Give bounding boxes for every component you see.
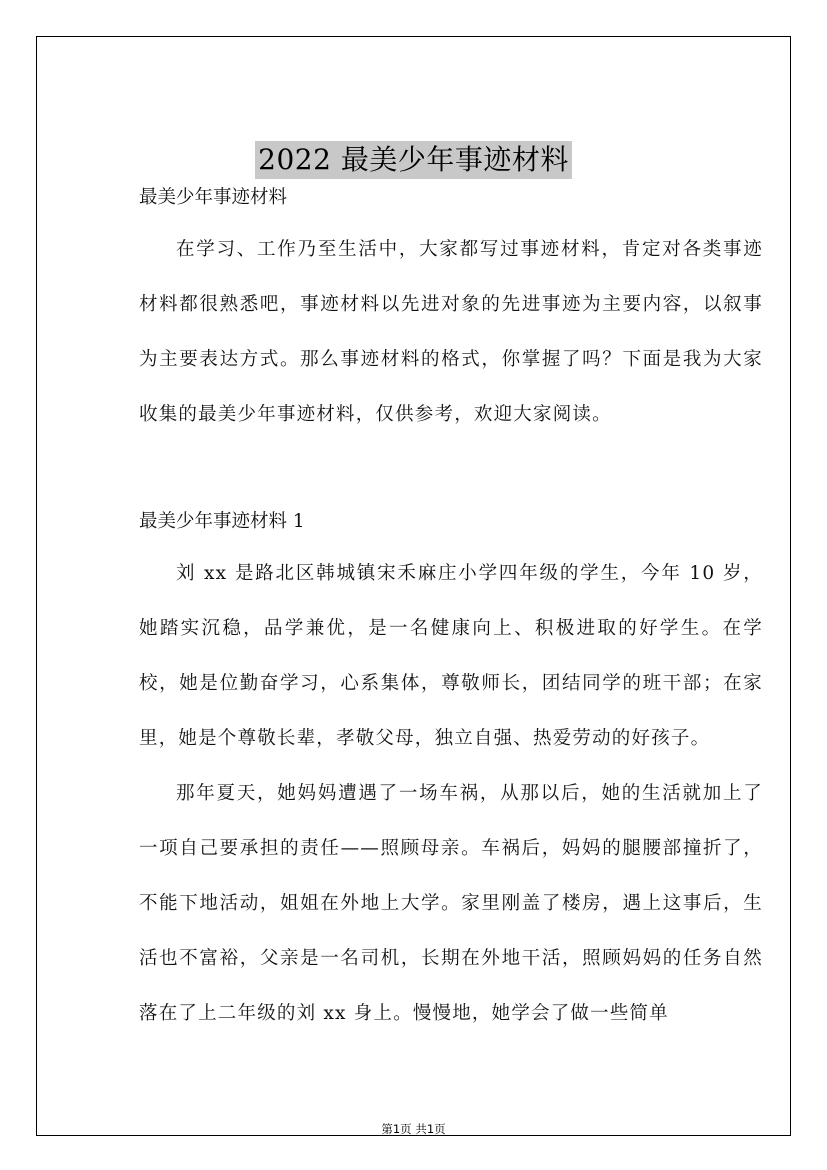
intro-block bbox=[139, 222, 763, 442]
section-1-body bbox=[139, 546, 763, 1041]
page-footer: 第1页 共1页 bbox=[381, 1122, 446, 1136]
intro-paragraph: 在学习、工作乃至生活中，大家都写过事迹材料，肯定对各类事迹材料都很熟悉吧，事迹材料以先进对象的先进事迹为主要内容，以叙事为主要表达方式。那么事迹材料的格式，你掌握了吗？下面是我为大家收集的最美少年事迹材料，仅供参考，欢迎大家阅读。 bbox=[139, 239, 763, 425]
section-1-paragraph-2: 那年夏天，她妈妈遭遇了一场车祸，从那以后，她的生活就加上了一项自己要承担的责任——照顾母亲。车祸后，妈妈的腿腰部撞折了，不能下地活动，姐姐在外地上大学。家里刚盖了楼房，遇上这事后，生活也不富裕，父亲是一名司机，长期在外地干活，照顾妈妈的任务自然落在了上二年级的刘 xx 身上。慢慢地，她学会了做一些简单 bbox=[139, 783, 763, 1024]
section-1-paragraph-1: 刘 xx 是路北区韩城镇宋禾麻庄小学四年级的学生，今年 10 岁，她踏实沉稳，品学兼优，是一名健康向上、积极进取的好学生。在学校，她是位勤奋学习，心系集体，尊敬师长，团结同学的班干部；在家里，她是个尊敬长辈，孝敬父母，独立自强、热爱劳动的好孩子。 bbox=[139, 563, 763, 749]
document-title: 2022 最美少年事迹材料 bbox=[255, 141, 572, 179]
document-subtitle: 最美少年事迹材料 bbox=[139, 187, 288, 208]
document-page bbox=[36, 36, 791, 1136]
title-container bbox=[37, 141, 790, 179]
section-1-heading: 最美少年事迹材料 1 bbox=[139, 511, 305, 532]
